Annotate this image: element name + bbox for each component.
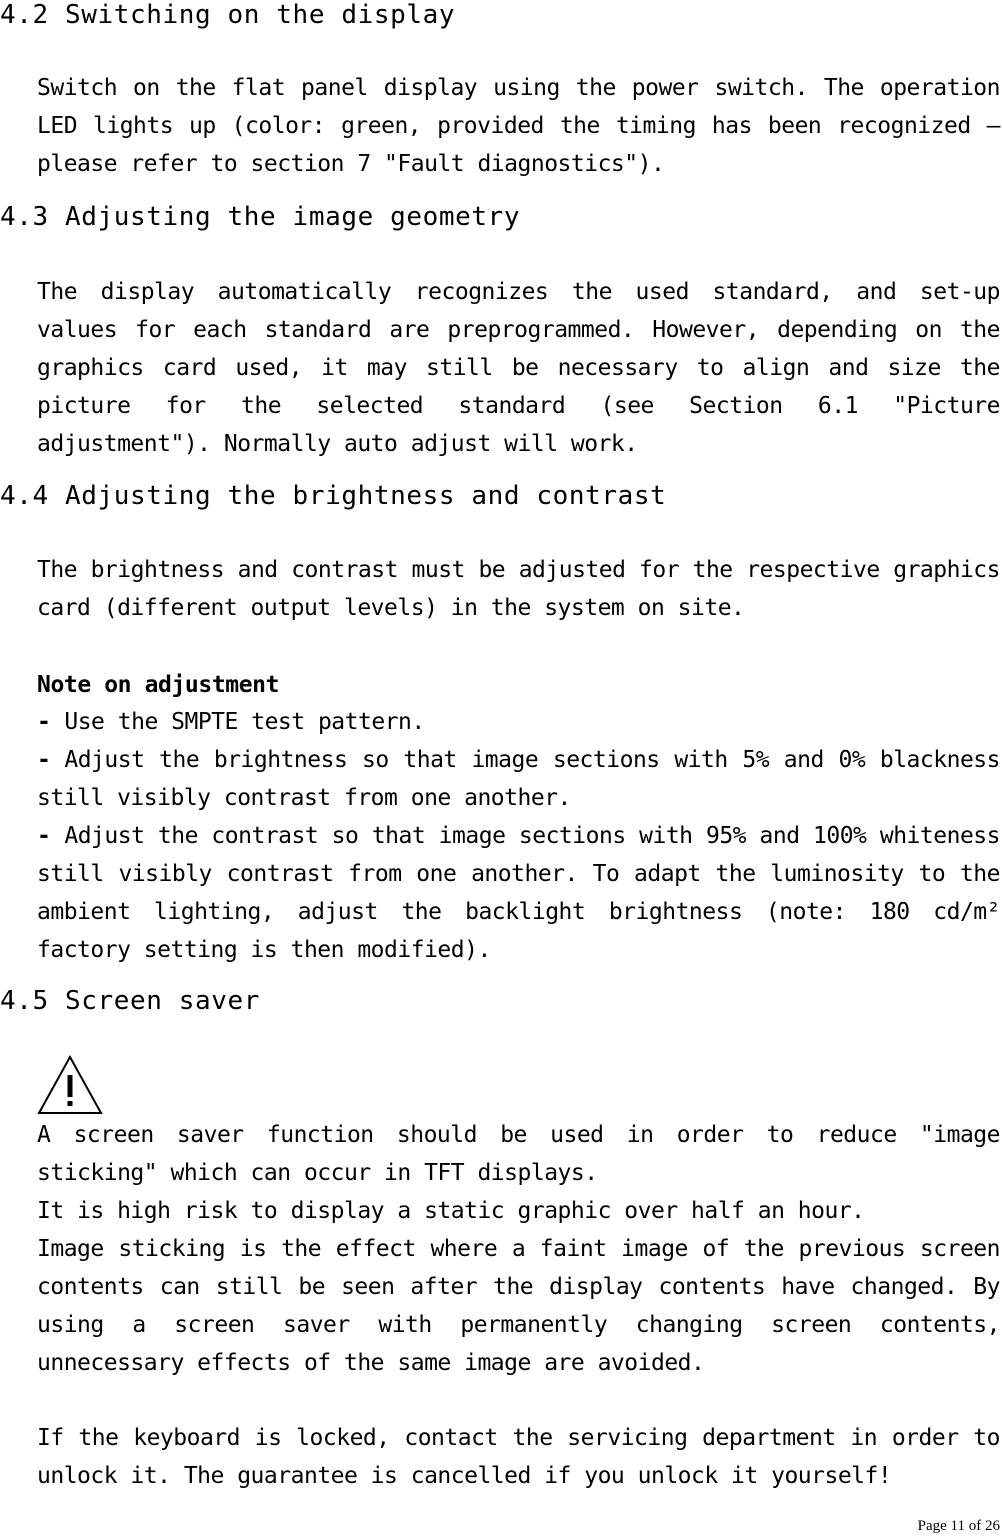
screen-saver-paragraph-3: Image sticking is the effect where a faint image of the previous screen contents can still be seen after the display contents have changed. By using a screen saver with permanently changing screen contents, unnecessary effects of the same image are avoided. xyxy=(37,1236,1000,1376)
bullet-item xyxy=(37,817,1000,969)
bullet-item xyxy=(37,703,1000,741)
bullet-text: Adjust the contrast so that image sections with 95% and 100% whiteness still visibly contrast from one another. To adapt the luminosity to the ambient lighting, adjust the backlight brightness (note: 180 cd/m² factory setting is then modified). xyxy=(37,823,1000,963)
section-heading-4-2: 4.2 Switching on the display xyxy=(0,0,456,30)
adjustment-bullet-list xyxy=(37,703,1000,969)
bullet-item xyxy=(37,741,1000,817)
section-heading-4-5: 4.5 Screen saver xyxy=(0,986,261,1016)
bullet-dash: - xyxy=(37,823,51,849)
section-4-3-paragraph: The display automatically recognizes the used standard, and set-up values for each standard are preprogrammed. However, depending on the graphics card used, it may still be necessary to align and size the picture for the selected standard (see Section 6.1 "Picture adjustment"). Normally auto adjust will work. xyxy=(37,279,1000,457)
section-4-4-paragraph: The brightness and contrast must be adjusted for the respective graphics card (different output levels) in the system on site. xyxy=(37,557,1000,621)
warning-triangle-icon xyxy=(37,1055,103,1115)
section-heading-4-4: 4.4 Adjusting the brightness and contrast xyxy=(0,481,667,511)
screen-saver-paragraph-1: A screen saver function should be used in order to reduce "image sticking" which can occur in TFT displays. xyxy=(37,1122,1000,1186)
page-number-footer: Page 11 of 26 xyxy=(917,1518,1000,1534)
bullet-dash: - xyxy=(37,709,51,735)
bullet-dash: - xyxy=(37,747,51,773)
bullet-text: Use the SMPTE test pattern. xyxy=(64,709,425,735)
section-heading-4-3: 4.3 Adjusting the image geometry xyxy=(0,202,521,232)
screen-saver-paragraph-2: It is high risk to display a static graphic over half an hour. xyxy=(37,1198,865,1224)
section-4-2-paragraph: Switch on the flat panel display using the power switch. The operation LED lights up (color: green, provided the timing has been recognized – please refer to section 7 "Fault diagnostics"). xyxy=(37,75,1000,177)
bullet-text: Adjust the brightness so that image sections with 5% and 0% blackness still visibly contrast from one another. xyxy=(37,747,1000,811)
screen-saver-paragraph-4: If the keyboard is locked, contact the servicing department in order to unlock it. The guarantee is cancelled if you unlock it yourself! xyxy=(37,1425,1000,1489)
note-on-adjustment-title: Note on adjustment xyxy=(37,672,280,698)
